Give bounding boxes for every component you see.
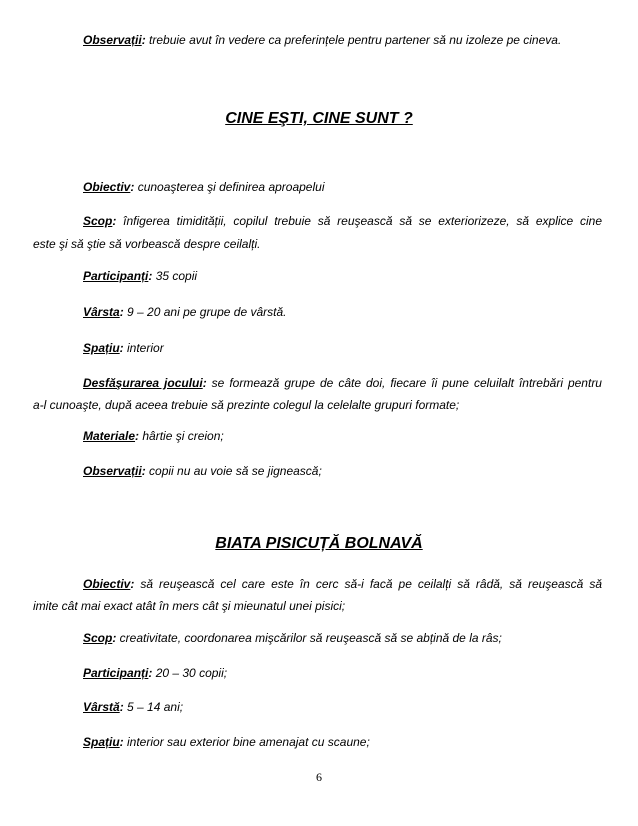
game2-participanti-paragraph: Participanți: 20 – 30 copii; [83, 666, 228, 680]
intro-observatii-text: trebuie avut în vedere ca preferințele pentru partener să nu izoleze pe cineva. [145, 33, 562, 47]
game1-varsta-paragraph: Vârsta: 9 – 20 ani pe grupe de vârstă. [83, 305, 287, 319]
game1-scop-label: Scop [83, 214, 113, 228]
game2-title: BIATA PISICUȚĂ BOLNAVĂ [215, 535, 423, 552]
game2-obiectiv-line1: Obiectiv: să reuşească cel care este în cerc să-i facă pe ceilalți să râdă, să reuşească să [83, 577, 602, 591]
game1-scop-line1: Scop: înfigerea timidității, copilul trebuie să reuşească să se exteriorizeze, să explice cine [83, 214, 602, 228]
game1-desfasurare-line2: a-l cunoaşte, după aceea trebuie să prezinte colegul la celelalte grupuri formate; [33, 398, 460, 412]
game2-varsta-label: Vârstă [83, 700, 120, 714]
intro-observatii-paragraph: Observații: trebuie avut în vedere ca preferințele pentru partener să nu izoleze pe cineva. [83, 33, 562, 47]
game1-spatiu-paragraph: Spațiu: interior [83, 341, 164, 355]
intro-observatii-label: Observații [83, 33, 142, 47]
game1-materiale-paragraph: Materiale: hârtie şi creion; [83, 429, 224, 443]
game2-scop-label: Scop [83, 631, 113, 645]
game2-spatiu-paragraph: Spațiu: interior sau exterior bine amenajat cu scaune; [83, 735, 370, 749]
game1-obiectiv-paragraph: Obiectiv: cunoaşterea şi definirea aproapelui [83, 180, 325, 194]
game2-obiectiv-line2: imite cât mai exact atât în mers cât şi mieunatul unei pisici; [33, 599, 346, 613]
game1-participanti-paragraph: Participanți: 35 copii [83, 269, 198, 283]
game1-observatii-label: Observații [83, 464, 142, 478]
game1-obiectiv-label: Obiectiv [83, 180, 131, 194]
game2-participanti-label: Participanți [83, 666, 149, 680]
game2-varsta-paragraph: Vârstă: 5 – 14 ani; [83, 700, 184, 714]
game1-title: CINE EŞTI, CINE SUNT ? [225, 110, 413, 127]
game1-materiale-label: Materiale [83, 429, 136, 443]
page-number: 6 [316, 770, 322, 784]
game1-spatiu-label: Spațiu [83, 341, 120, 355]
game1-varsta-label: Vârsta [83, 305, 120, 319]
game1-desfasurare-label: Desfăşurarea jocului [83, 376, 203, 390]
game2-obiectiv-label: Obiectiv [83, 577, 131, 591]
game1-participanti-label: Participanți [83, 269, 149, 283]
game2-scop-paragraph: Scop: creativitate, coordonarea mişcărilor să reuşească să se abțină de la râs; [83, 631, 502, 645]
game2-spatiu-label: Spațiu [83, 735, 120, 749]
game1-observatii-paragraph: Observații: copii nu au voie să se jignească; [83, 464, 322, 478]
game1-scop-line2: este şi să ştie să vorbească despre ceilalți. [33, 237, 261, 251]
game1-desfasurare-line1: Desfăşurarea jocului: se formează grupe de câte doi, fiecare îi pune celuilalt întrebări pentru [83, 376, 602, 390]
